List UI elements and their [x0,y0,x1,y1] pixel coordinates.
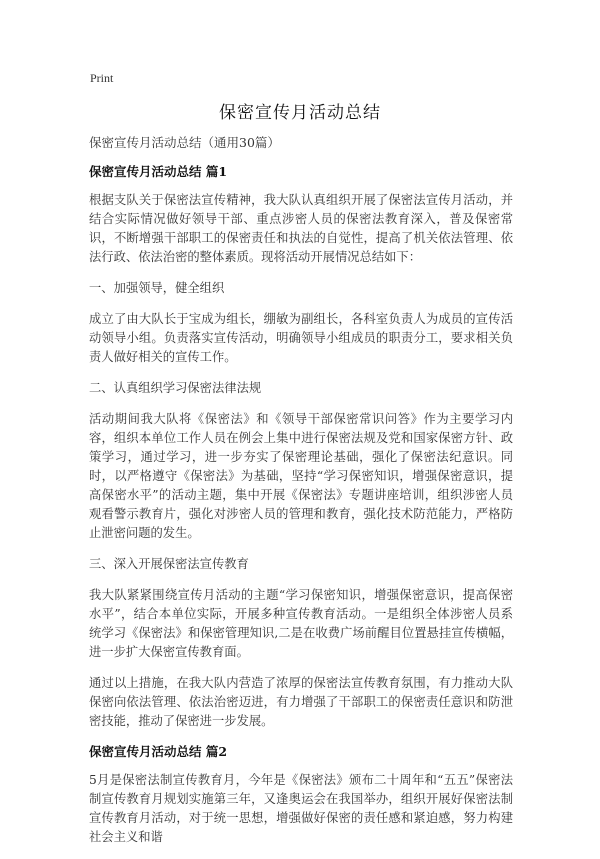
section-heading-2: 保密宣传月活动总结 篇2 [89,744,228,759]
document-title: 保密宣传月活动总结 [219,103,381,123]
document-subtitle: 保密宣传月活动总结（通用30篇） [89,135,280,150]
print-link[interactable]: Print [90,71,114,85]
section-heading-1: 保密宣传月活动总结 篇1 [89,164,228,179]
paragraph: 通过以上措施，在我大队内营造了浓厚的保密法宣传教育氛围，有力推动大队保密向依法管理、依法治密迈进，有力增强了干部职工的保密责任意识和防泄密技能，推动了保密进一步发展。 [89,676,513,728]
subheading: 一、加强领导，健全组织 [89,281,225,295]
paragraph: 5月是保密法制宣传教育月，今年是《保密法》颁布二十周年和“五五”保密法制宣传教育月规划实施第三年，又逢奥运会在我国举办，组织开展好保密法制宣传教育月活动，对于统一思想，增强做好保密的责任感和紧迫感，努力构建社会主义和谐 [89,773,513,844]
subheading: 二、认真组织学习保密法律法规 [89,381,262,395]
paragraph: 根据支队关于保密法宣传精神，我大队认真组织开展了保密法宣传月活动，并结合实际情况做好领导干部、重点涉密人员的保密法教育深入，普及保密常识，不断增强干部职工的保密责任和执法的自觉性，提高了机关依法管理、依法行政、依法治密的整体素质。现将活动开展情况总结如下： [89,193,513,264]
paragraph: 我大队紧紧围绕宣传月活动的主题“学习保密知识，增强保密意识，提高保密水平”，结合本单位实际，开展多种宣传教育活动。一是组织全体涉密人员系统学习《保密法》和保密管理知识,二是在收费广场前醒目位置悬挂宣传横幅，进一步扩大保密宣传教育面。 [89,588,513,659]
subheading: 三、深入开展保密法宣传教育 [89,557,249,571]
paragraph: 成立了由大队长于宝成为组长，绷敏为副组长，各科室负责人为成员的宣传活动领导小组。负责落实宣传活动，明确领导小组成员的职责分工，要求相关负责人做好相关的宣传工作。 [89,312,513,364]
document-body [89,134,513,859]
paragraph: 活动期间我大队将《保密法》和《领导干部保密常识问答》作为主要学习内容，组织本单位工作人员在例会上集中进行保密法规及党和国家保密方针、政策学习，通过学习，进一步夯实了保密理论基础，强化了保密法纪意识。同时，以严格遵守《保密法》为基础，坚持“学习保密知识，增强保密意识，提高保密水平”的活动主题，集中开展《保密法》专题讲座培训，组织涉密人员观看警示教育片，强化对涉密人员的管理和教育，强化技术防范能力，严格防止泄密问题的发生。 [89,412,513,540]
